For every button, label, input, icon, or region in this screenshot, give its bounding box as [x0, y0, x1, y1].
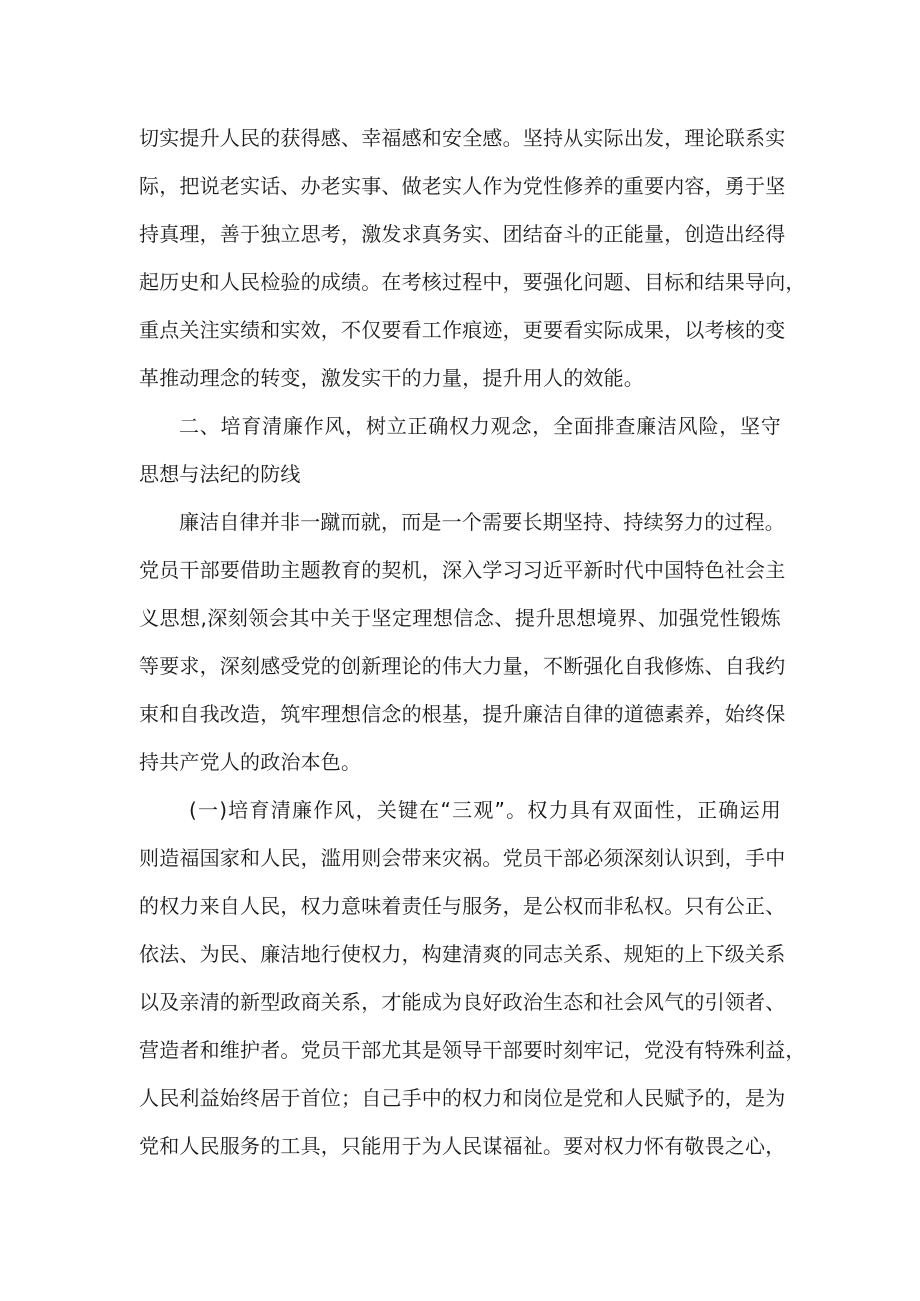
text-line: 切实提升人民的获得感、幸福感和安全感。坚持从实际出发，理论联系实: [139, 126, 786, 150]
text-line: 廉洁自律并非一蹴而就，而是一个需要长期坚持、持续努力的过程。: [179, 510, 785, 534]
text-line: 持共产党人的政治本色。: [139, 750, 362, 774]
text-line: 则造福国家和人民，滥用则会带来灾祸。党员干部必须深刻认识到，手中: [139, 846, 786, 870]
text-line: 起历史和人民检验的成绩。在考核过程中，要强化问题、目标和结果导向，: [139, 270, 806, 294]
text-line: 重点关注实绩和实效，不仅要看工作痕迹，更要看实际成果，以考核的变: [139, 318, 786, 342]
text-line: (一)培育清廉作风，关键在“三观”。权力具有双面性，正确运用: [189, 798, 781, 822]
text-line: 依法、为民、廉洁地行使权力，构建清爽的同志关系、规矩的上下级关系: [139, 942, 786, 966]
text-line: 等要求，深刻感受党的创新理论的伟大力量，不断强化自我修炼、自我约: [139, 654, 786, 678]
text-line: 持真理，善于独立思考，激发求真务实、团结奋斗的正能量，创造出经得: [139, 222, 786, 246]
body-paragraph-4: [139, 786, 806, 1170]
heading-line: 思想与法纪的防线: [139, 462, 301, 486]
text-line: 人民利益始终居于首位；自己手中的权力和岗位是党和人民赋予的，是为: [139, 1086, 786, 1110]
text-line: 以及亲清的新型政商关系，才能成为良好政治生态和社会风气的引领者、: [139, 990, 786, 1014]
text-line: 党和人民服务的工具，只能用于为人民谋福祉。要对权力怀有敬畏之心，: [139, 1134, 786, 1158]
body-paragraph-1: [139, 114, 806, 402]
heading-line: 二、培育清廉作风，树立正确权力观念，全面排查廉洁风险，坚守: [179, 414, 781, 438]
text-line: 党员干部要借助主题教育的契机，深入学习习近平新时代中国特色社会主: [139, 558, 786, 582]
body-paragraph-3: [139, 498, 786, 786]
text-line: 义思想,深刻领会其中关于坚定理想信念、提升思想境界、加强党性锻炼: [139, 606, 781, 630]
section-heading-2: [139, 402, 781, 498]
text-line: 的权力来自人民，权力意味着责任与服务，是公权而非私权。只有公正、: [139, 894, 786, 918]
text-line: 革推动理念的转变，激发实干的力量，提升用人的效能。: [139, 366, 644, 390]
text-line: 束和自我改造，筑牢理想信念的根基，提升廉洁自律的道德素养，始终保: [139, 702, 786, 726]
text-line: 际，把说老实话、办老实事、做老实人作为党性修养的重要内容，勇于坚: [139, 174, 786, 198]
text-line: 营造者和维护者。党员干部尤其是领导干部要时刻牢记，党没有特殊利益，: [139, 1038, 806, 1062]
